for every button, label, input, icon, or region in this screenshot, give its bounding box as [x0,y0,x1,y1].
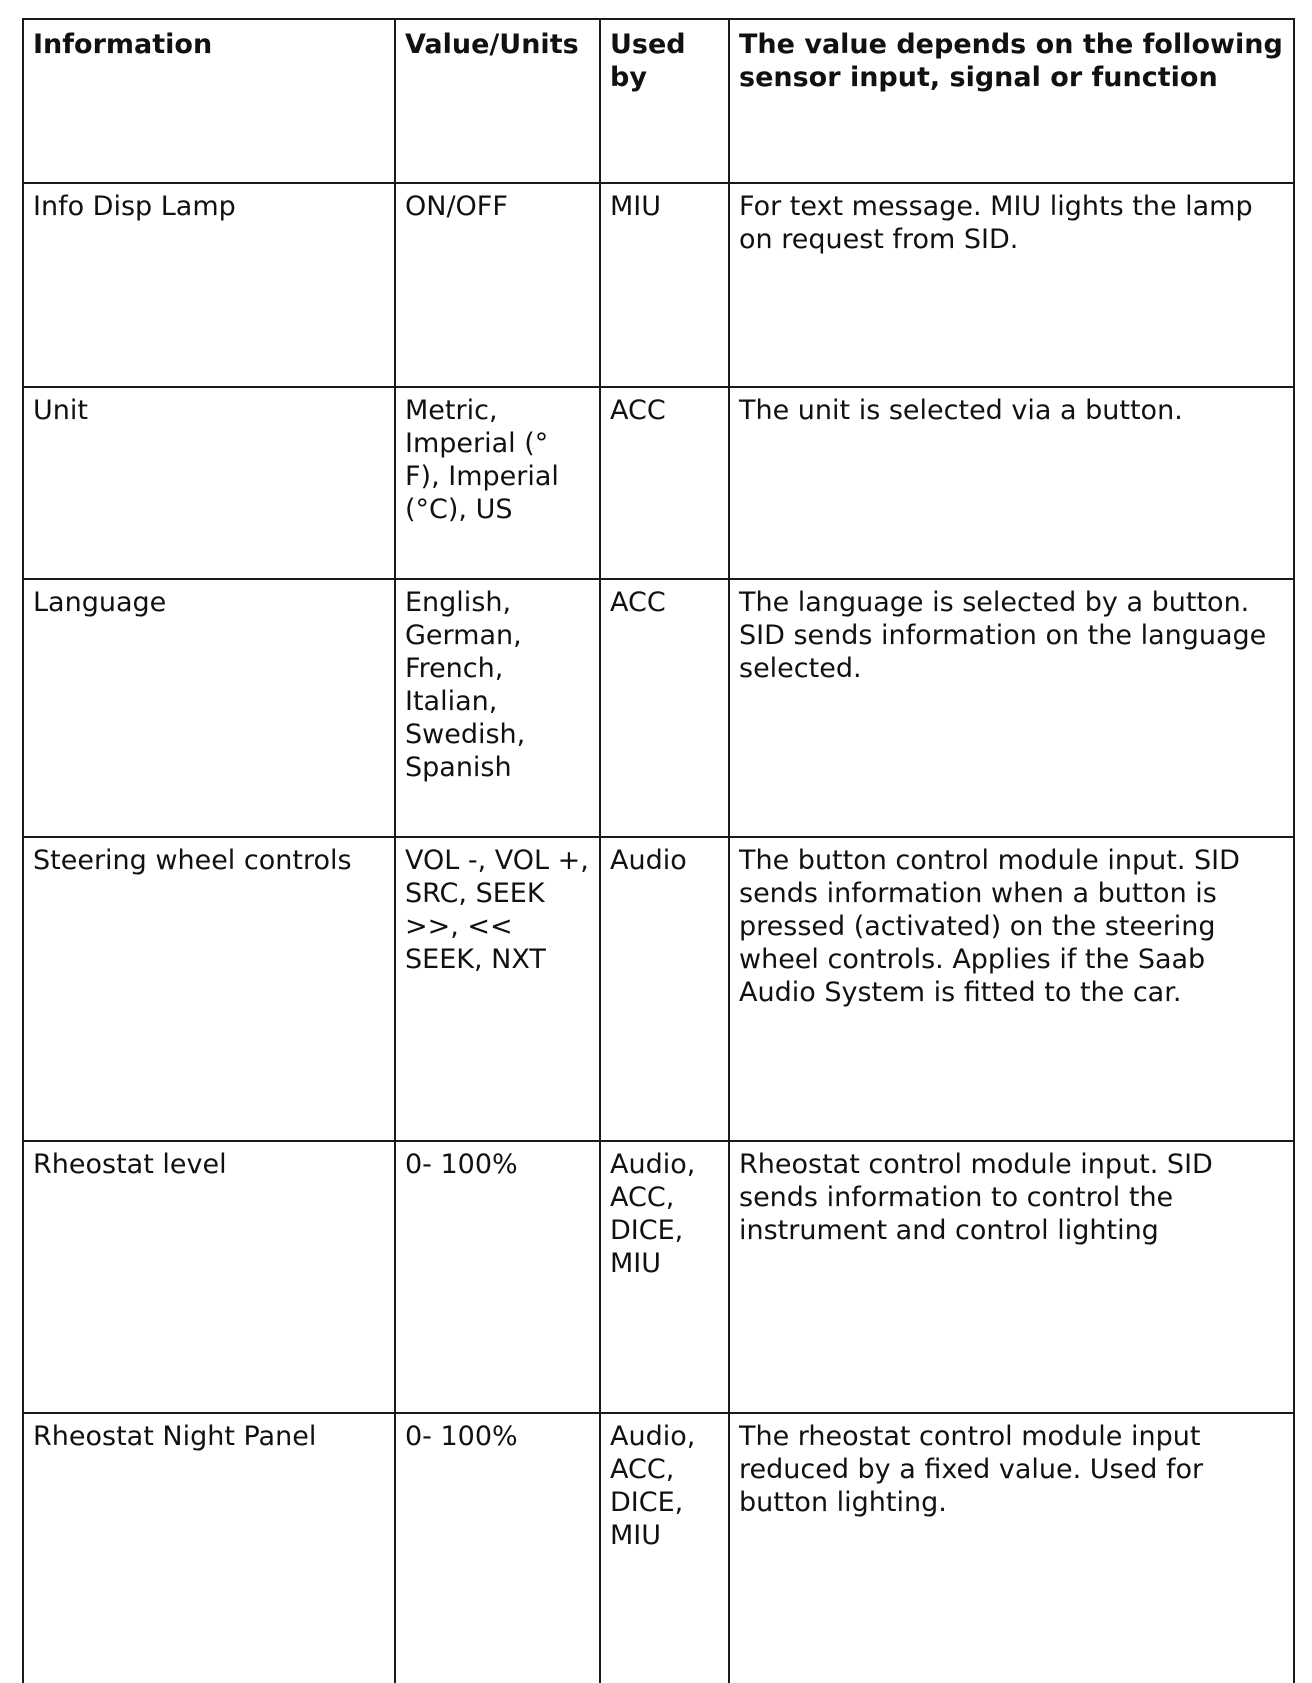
table-row [23,579,1294,837]
cell-value-units: 0- 100% [395,1141,600,1413]
cell-information: Steering wheel controls [23,837,395,1141]
table-header-row [23,19,1294,183]
cell-information: Rheostat Night Panel [23,1413,395,1683]
header-information: Information [23,19,395,183]
cell-information: Info Disp Lamp [23,183,395,387]
cell-depends-on: The rheostat control module input reduced by a fixed value. Used for button lighting. [729,1413,1294,1683]
cell-depends-on: The unit is selected via a button. [729,387,1294,579]
header-depends-on: The value depends on the following sensor input, signal or function [729,19,1294,183]
table-row [23,183,1294,387]
cell-value-units: 0- 100% [395,1413,600,1683]
cell-information: Rheostat level [23,1141,395,1413]
header-used-by: Used by [600,19,729,183]
table-row [23,1141,1294,1413]
cell-used-by: ACC [600,387,729,579]
table-row [23,387,1294,579]
signal-info-table [22,18,1295,1683]
cell-value-units: English, German, French, Italian, Swedish, Spanish [395,579,600,837]
cell-used-by: ACC [600,579,729,837]
cell-used-by: Audio, ACC, DICE, MIU [600,1141,729,1413]
table-row [23,1413,1294,1683]
cell-depends-on: The language is selected by a button. SID sends information on the language selected. [729,579,1294,837]
cell-value-units: VOL -, VOL +, SRC, SEEK >>, << SEEK, NXT [395,837,600,1141]
cell-depends-on: The button control module input. SID sends information when a button is pressed (activated) on the steering wheel controls. Applies if the Saab Audio System is fitted to the car. [729,837,1294,1141]
cell-depends-on: Rheostat control module input. SID sends information to control the instrument and control lighting [729,1141,1294,1413]
cell-used-by: Audio, ACC, DICE, MIU [600,1413,729,1683]
cell-used-by: MIU [600,183,729,387]
cell-value-units: Metric, Imperial (° F), Imperial (°C), US [395,387,600,579]
cell-information: Unit [23,387,395,579]
cell-value-units: ON/OFF [395,183,600,387]
table-row [23,837,1294,1141]
cell-used-by: Audio [600,837,729,1141]
cell-depends-on: For text message. MIU lights the lamp on request from SID. [729,183,1294,387]
cell-information: Language [23,579,395,837]
header-value-units: Value/Units [395,19,600,183]
